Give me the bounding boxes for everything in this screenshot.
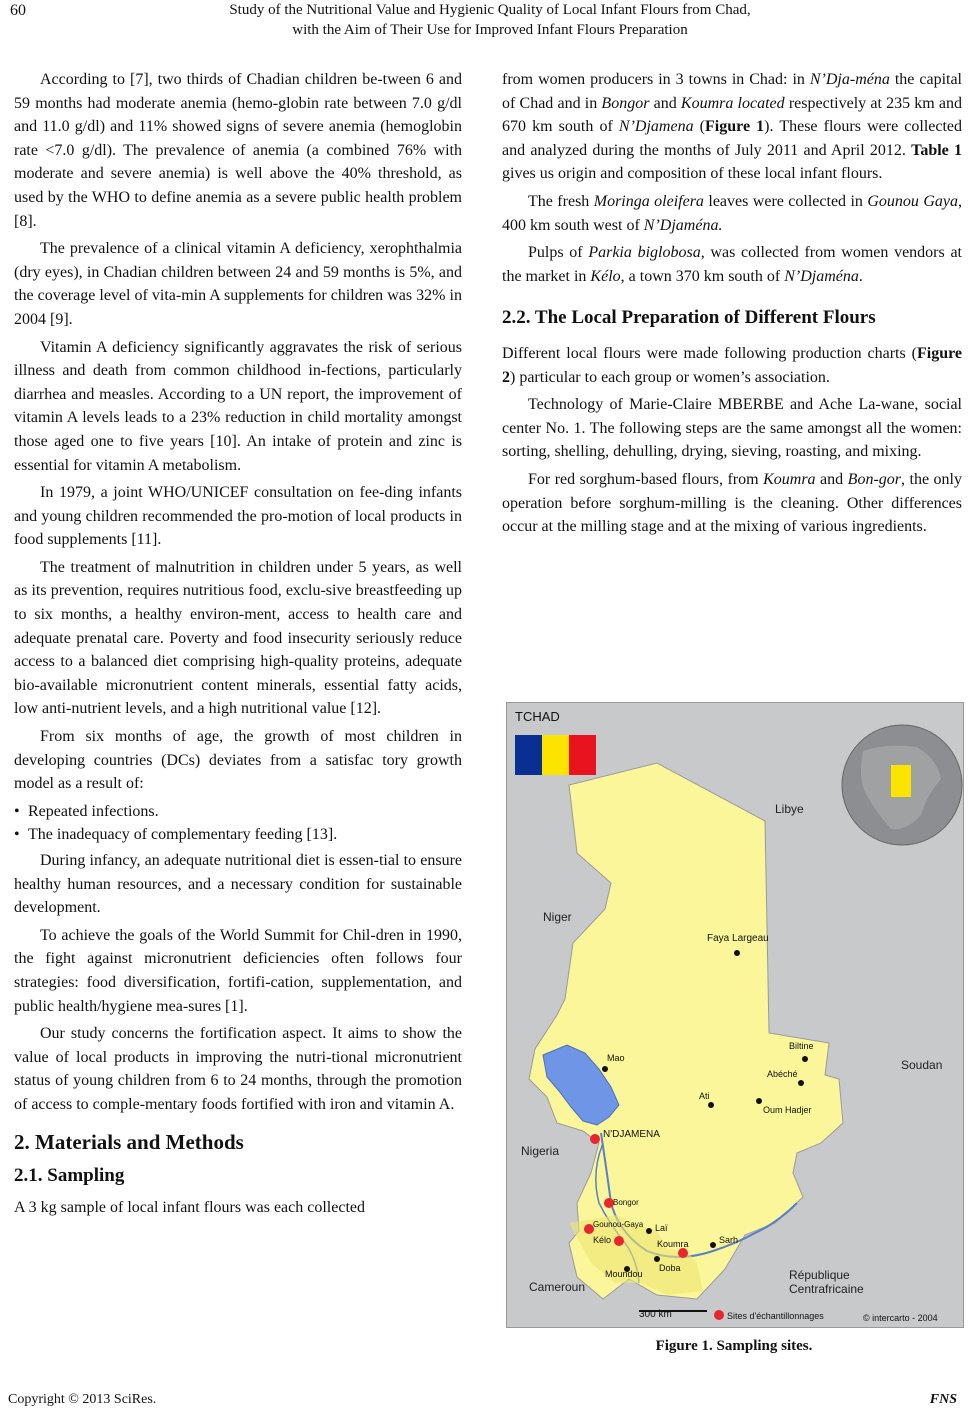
town-label-moundou: Moundou xyxy=(605,1269,643,1279)
chad-flag-blue xyxy=(515,735,542,775)
section-heading-materials-methods: 2. Materials and Methods xyxy=(14,1129,244,1154)
country-label-rca-2: Centrafricaine xyxy=(789,1282,864,1296)
town-label-sarh: Sarh xyxy=(719,1235,739,1245)
right-column xyxy=(502,68,962,543)
paragraph: A 3 kg sample of local infant flours was each collected xyxy=(14,1198,365,1216)
paragraph: In 1979, a joint WHO/UNICEF consultation on fee-ding infants and young children recommended the pro-motion of local products in food supplements [11]. xyxy=(14,484,462,549)
scale-label: 300 km xyxy=(639,1309,672,1320)
country-label-rca-1: République xyxy=(789,1268,850,1282)
town-label-mao: Mao xyxy=(607,1053,625,1063)
bullet-item: • The inadequacy of complementary feeding [13]. xyxy=(14,823,462,847)
town-dot xyxy=(734,950,740,956)
paragraph: Pulps of Parkia biglobosa, was collected from women vendors at the market in Kélo, a town 370 km south of N’Djaména. xyxy=(502,244,962,285)
town-dot xyxy=(710,1242,716,1248)
chad-flag-yellow xyxy=(542,735,569,775)
figure-caption: Figure 1. Sampling sites. xyxy=(655,1338,813,1354)
paragraph: From six months of age, the growth of most children in developing countries (DCs) deviates from a satisfac tory growth model as a result of: xyxy=(14,728,462,793)
town-dot xyxy=(708,1102,714,1108)
locator-chad-highlight xyxy=(891,765,911,797)
paragraph: To achieve the goals of the World Summit for Chil-dren in 1990, the fight against micronutrient deficiencies often follows four strategies: food diversification, fortifi-cation, supplementation, and public health/hygiene mea-sures [1]. xyxy=(14,926,462,1015)
paragraph: Technology of Marie-Claire MBERBE and Ache La-wane, social center No. 1. The following steps are the same amongst all the women: sorting, shelling, dehulling, drying, sieving, roasting, and mixing. xyxy=(502,396,962,461)
subsection-heading-sampling: 2.1. Sampling xyxy=(14,1165,125,1187)
country-label-libye: Libye xyxy=(775,802,804,816)
town-dot xyxy=(602,1066,608,1072)
town-dot xyxy=(654,1256,660,1262)
legend-sampling-site-label: Sites d'échantillonnages xyxy=(727,1311,824,1321)
town-dot xyxy=(646,1228,652,1234)
town-label-oum-hadjer: Oum Hadjer xyxy=(763,1105,812,1115)
footer-journal: FNS xyxy=(929,1392,957,1407)
paragraph: The treatment of malnutrition in children under 5 years, as well as its prevention, requires nutritious food, exclu-sive breastfeeding up to six months, a healthy environ-ment, access to health care and adequate prenatal care. Poverty and food insecurity seriously reduce access to a balanced diet comprising high-quality proteins, adequate bio-available micronutrient content minerals, essential fatty acids, low anti-nutrient levels, and a high nutritional value [12]. xyxy=(14,558,462,718)
header-line-1: Study of the Nutritional Value and Hygienic Quality of Local Infant Flours from Chad, xyxy=(229,2,751,18)
town-label-koumra: Koumra xyxy=(657,1239,689,1249)
bullet-item: • Repeated infections. xyxy=(14,800,462,824)
town-label-abeche: Abéché xyxy=(767,1069,798,1079)
paragraph: During infancy, an adequate nutritional diet is essen-tial to ensure healthy human resources, and a necessary condition for sustainable development. xyxy=(14,852,462,917)
paragraph: For red sorghum-based flours, from Koumra and Bon-gor, the only operation before sorghum-milling is the cleaning. Other differences occur at the milling stage and at the mixing of various ingredients. xyxy=(502,470,963,536)
town-label-faya: Faya Largeau xyxy=(707,933,769,944)
page-number: 60 xyxy=(10,2,26,19)
header-line-2: with the Aim of Their Use for Improved Infant Flours Preparation xyxy=(292,22,688,38)
paragraph: According to [7], two thirds of Chadian children be-tween 6 and 59 months had moderate anemia (hemo-globin rate between 7.0 g/dl and 11.0 g/dl) and 11% showed signs of severe anemia (hemoglobin rate <7.0 g/dl). The prevalence of anemia (a combined 76% with moderate and severe anemia) is well above the 40% threshold, as used by the WHO to define anemia as a severe public health problem [8]. xyxy=(14,71,462,230)
paragraph: Vitamin A deficiency significantly aggravates the risk of serious illness and death from common childhood in-fections, particularly diarrhea and measles. According to a UN report, the improvement of vitamin A levels leads to a 23% reduction in child mortality amongst those aged one to five years [10]. An intake of protein and zinc is essential for vitamin A metabolism. xyxy=(14,338,462,474)
running-header xyxy=(120,0,860,40)
bullet-list xyxy=(14,800,462,847)
left-column xyxy=(14,68,462,1223)
sampling-site-kelo xyxy=(614,1236,624,1246)
town-label-bongor: Bongor xyxy=(613,1198,639,1207)
paragraph: Our study concerns the fortification aspect. It aims to show the value of local products in improving the nutri-tional micronutrient status of young children from 6 to 24 months, through the promotion of access to comple-mentary foods fortified with iron and vitamin A. xyxy=(14,1025,462,1113)
map-title: TCHAD xyxy=(515,709,560,724)
footer-copyright: Copyright © 2013 SciRes. xyxy=(8,1392,157,1407)
sampling-site-koumra xyxy=(678,1248,688,1258)
town-dot xyxy=(756,1098,762,1104)
country-label-nigeria: Nigeria xyxy=(521,1144,560,1158)
paragraph: from women producers in 3 towns in Chad: in N’Dja-ména the capital of Chad and in Bongor and Koumra located respectively at 235 km and 670 km south of N’Djamena (Figure 1). These flours were collected and analyzed during the months of July 2011 and April 2012. Table 1 gives us origin and composition of these local infant flours. xyxy=(502,71,963,183)
chad-flag-red xyxy=(569,735,596,775)
chad-sampling-map xyxy=(506,702,964,1328)
town-label-doba: Doba xyxy=(659,1263,681,1273)
subsection-heading-local-preparation: 2.2. The Local Preparation of Different Flours xyxy=(502,307,876,329)
town-label-ndjamena: N'DJAMENA xyxy=(603,1129,660,1140)
town-dot xyxy=(798,1080,804,1086)
map-credit: © intercarto - 2004 xyxy=(863,1313,938,1323)
country-label-cameroun: Cameroun xyxy=(529,1280,586,1294)
town-label-lai: Laï xyxy=(655,1223,668,1233)
country-label-niger: Niger xyxy=(543,910,572,924)
town-dot xyxy=(802,1056,808,1062)
paragraph: The fresh Moringa oleifera leaves were collected in Gounou Gaya, 400 km south west of N’Djaména. xyxy=(502,192,963,234)
sampling-site-ndjamena xyxy=(590,1134,600,1144)
town-label-kelo: Kélo xyxy=(593,1235,612,1245)
legend-sampling-site-marker xyxy=(714,1310,724,1320)
paragraph: The prevalence of a clinical vitamin A deficiency, xerophthalmia (dry eyes), in Chadian children between 24 and 59 months is 5%, and the coverage level of vita-min A supplements for children was 32% in 2004 [9]. xyxy=(14,240,462,328)
town-label-ati: Ati xyxy=(699,1091,710,1101)
town-label-biltine: Biltine xyxy=(789,1041,814,1051)
table-reference: Table 1 xyxy=(911,141,962,159)
paragraph: Different local flours were made following production charts (Figure 2) particular to each group or women’s association. xyxy=(502,344,962,386)
figure-reference: Figure 2 xyxy=(502,344,962,386)
country-label-soudan: Soudan xyxy=(901,1058,943,1072)
town-label-gounou-gaya: Gounou-Gaya xyxy=(593,1220,644,1229)
figure-reference: Figure 1 xyxy=(705,118,765,136)
